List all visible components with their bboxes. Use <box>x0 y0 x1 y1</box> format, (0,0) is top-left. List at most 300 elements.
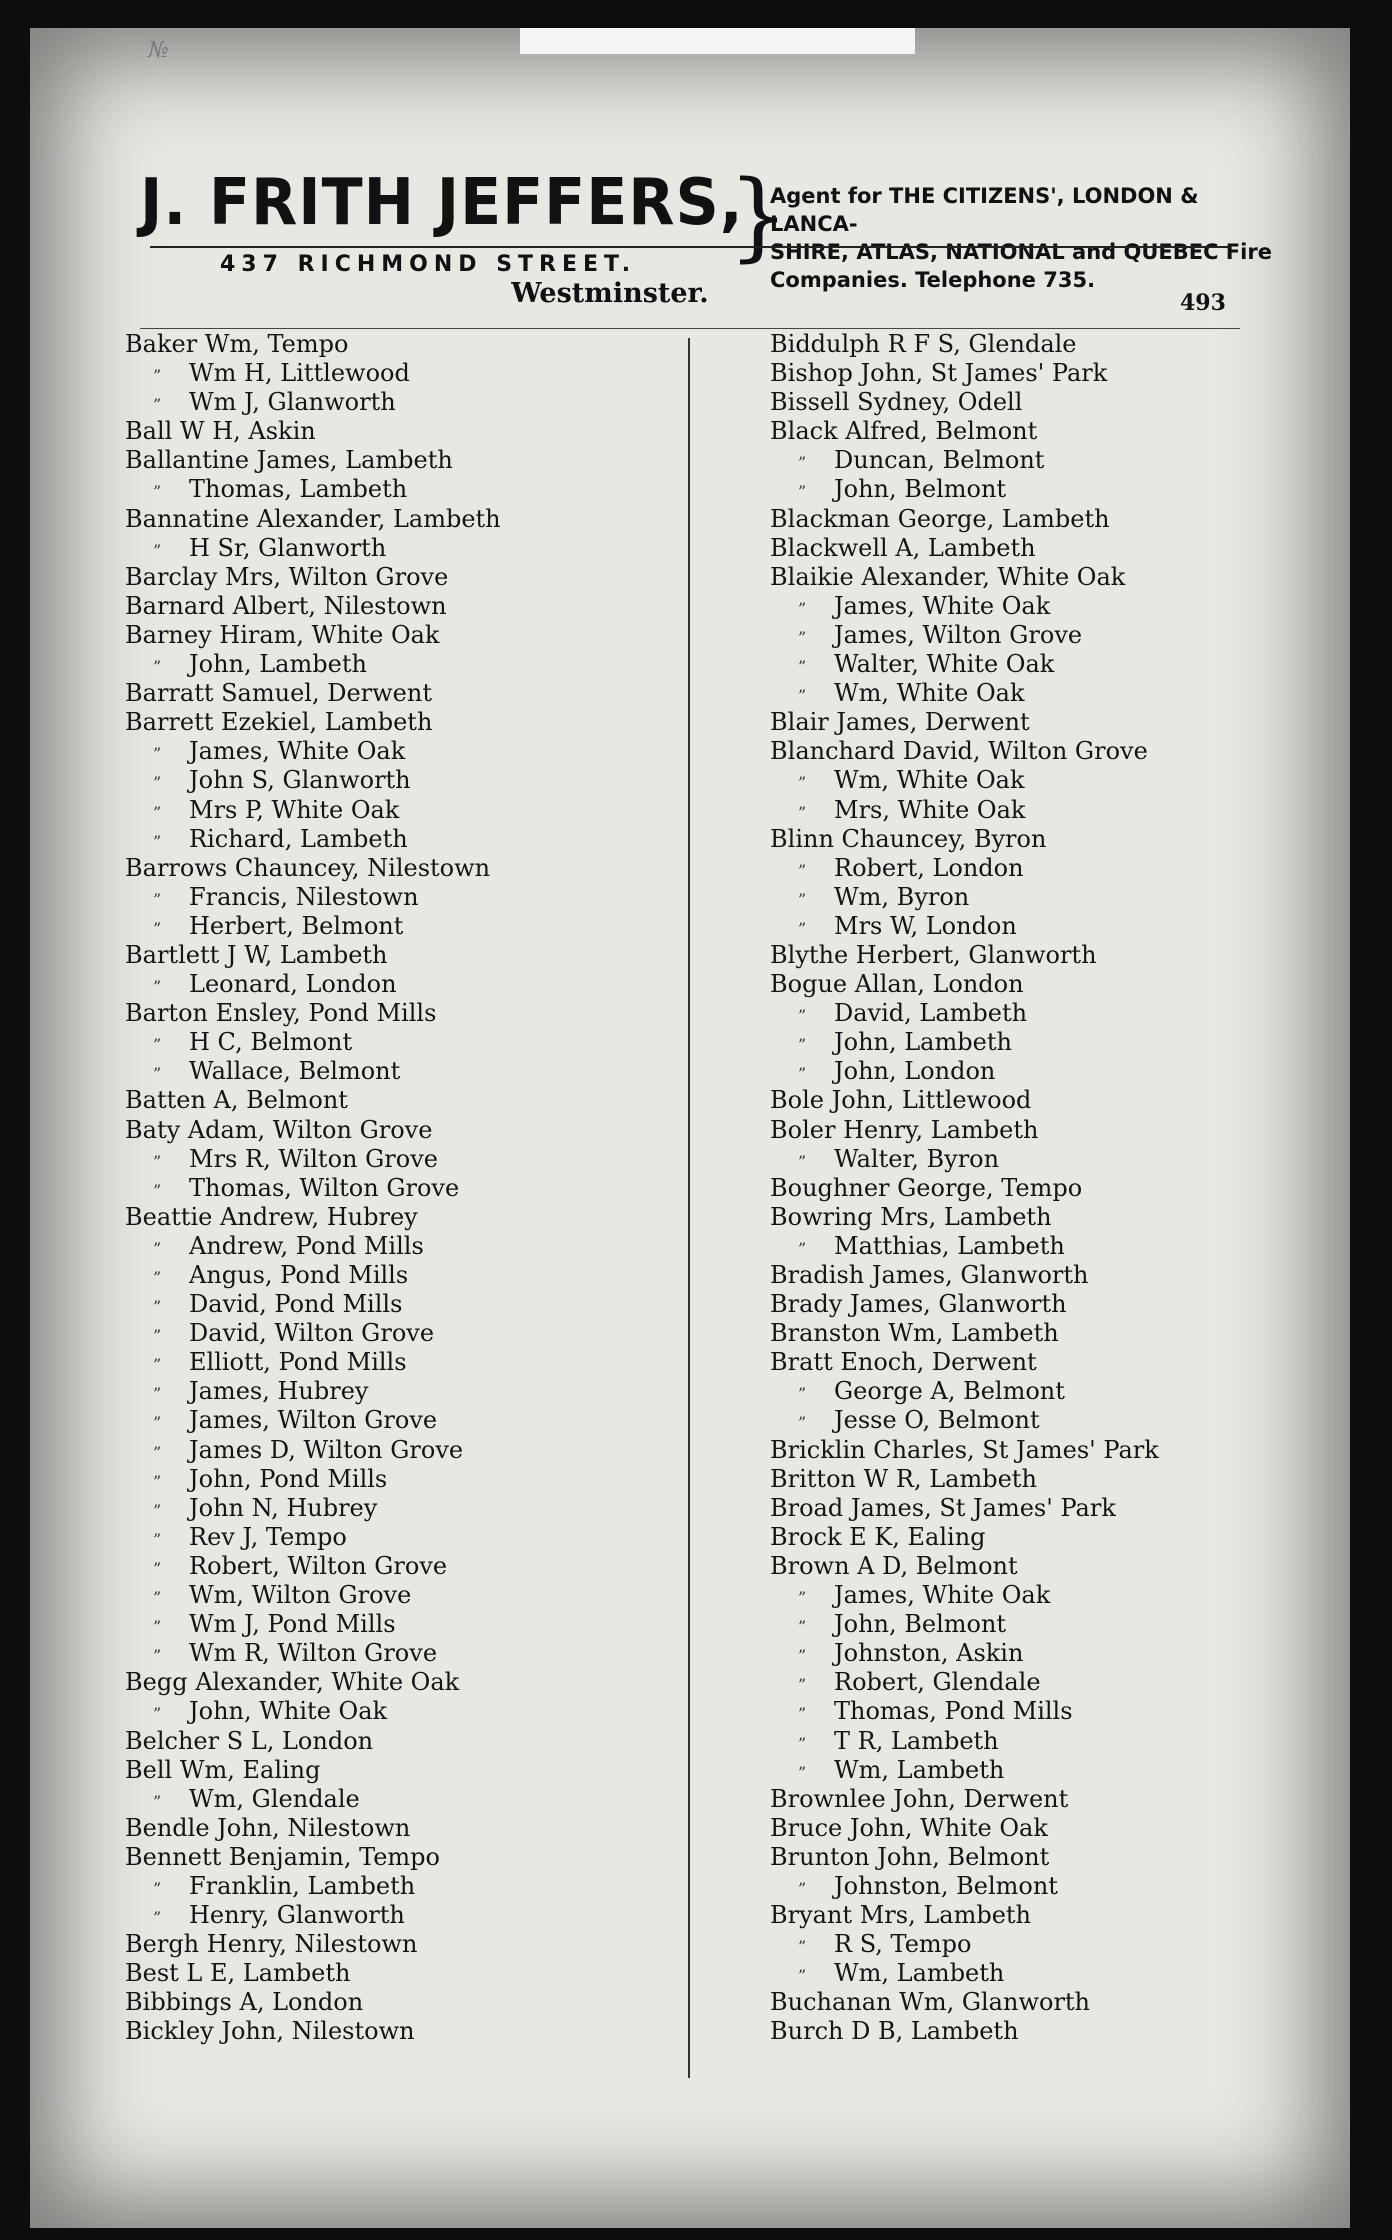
directory-entry <box>125 330 685 359</box>
ditto-mark: ” <box>153 1558 163 1578</box>
directory-entry <box>770 1523 1330 1552</box>
entry-text: James, Hubrey <box>189 1377 369 1406</box>
entry-text: Wm H, Littlewood <box>189 359 410 388</box>
entry-text: Wallace, Belmont <box>189 1057 401 1086</box>
entry-text: Baty Adam, Wilton Grove <box>125 1115 433 1144</box>
directory-entry <box>125 446 685 475</box>
entry-text: H C, Belmont <box>189 1028 353 1057</box>
ditto-mark: ” <box>153 977 163 997</box>
directory-entry <box>125 1523 685 1552</box>
column-divider <box>688 338 690 2078</box>
entry-text: Blackwell A, Lambeth <box>770 533 1036 562</box>
entry-text: Broad James, St James' Park <box>770 1493 1116 1522</box>
left-column <box>125 330 685 2047</box>
directory-entry <box>770 1436 1330 1465</box>
ditto-mark: ” <box>153 918 163 938</box>
ditto-mark: ” <box>798 802 808 822</box>
directory-entry <box>770 1145 1330 1174</box>
directory-entry <box>125 1697 685 1726</box>
entry-text: Bratt Enoch, Derwent <box>770 1348 1037 1377</box>
ditto-mark: ” <box>798 1413 808 1433</box>
ditto-mark: ” <box>153 1355 163 1375</box>
ditto-mark: ” <box>153 1238 163 1258</box>
directory-entry <box>770 679 1330 708</box>
entry-text: Batten A, Belmont <box>125 1086 348 1115</box>
entry-text: Wm J, Pond Mills <box>189 1610 396 1639</box>
entry-text: John, Lambeth <box>834 1028 1012 1057</box>
ditto-mark: ” <box>798 773 808 793</box>
entry-text: James, White Oak <box>834 1581 1051 1610</box>
directory-entry <box>770 1930 1330 1959</box>
directory-entry <box>770 1668 1330 1697</box>
directory-entry <box>125 999 685 1028</box>
entry-text: David, Lambeth <box>834 999 1028 1028</box>
directory-entry <box>125 475 685 504</box>
directory-entry <box>770 1988 1330 2017</box>
directory-entry <box>125 417 685 446</box>
entry-text: Blinn Chauncey, Byron <box>770 824 1047 853</box>
entry-text: Begg Alexander, White Oak <box>125 1668 460 1697</box>
entry-text: Matthias, Lambeth <box>834 1231 1065 1260</box>
directory-entry <box>125 1988 685 2017</box>
directory-entry <box>770 446 1330 475</box>
directory-entry <box>125 1901 685 1930</box>
ditto-mark: ” <box>153 1471 163 1491</box>
directory-entry <box>125 1319 685 1348</box>
entry-text: Bricklin Charles, St James' Park <box>770 1435 1159 1464</box>
entry-text: Richard, Lambeth <box>189 824 408 853</box>
entry-text: George A, Belmont <box>834 1377 1065 1406</box>
directory-entry <box>770 1814 1330 1843</box>
entry-text: Bennett Benjamin, Tempo <box>125 1842 440 1871</box>
entry-text: Blythe Herbert, Glanworth <box>770 940 1097 969</box>
directory-entry <box>125 1785 685 1814</box>
entry-text: Robert, London <box>834 853 1024 882</box>
entry-text: R S, Tempo <box>834 1930 972 1959</box>
ditto-mark: ” <box>153 1617 163 1637</box>
directory-entry <box>125 1668 685 1697</box>
entry-text: Wm, White Oak <box>834 679 1025 708</box>
directory-entry <box>770 330 1330 359</box>
ditto-mark: ” <box>798 1238 808 1258</box>
entry-text: John N, Hubrey <box>189 1493 378 1522</box>
ditto-mark: ” <box>798 598 808 618</box>
directory-entry <box>770 883 1330 912</box>
ditto-mark: ” <box>153 1646 163 1666</box>
directory-entry <box>125 621 685 650</box>
entry-text: Robert, Glendale <box>834 1668 1041 1697</box>
entry-text: Thomas, Lambeth <box>189 475 408 504</box>
ditto-mark: ” <box>153 1035 163 1055</box>
ditto-mark: ” <box>798 889 808 909</box>
directory-entry <box>770 1377 1330 1406</box>
directory-entry <box>125 1174 685 1203</box>
entry-text: Francis, Nilestown <box>189 882 419 911</box>
ditto-mark: ” <box>798 1878 808 1898</box>
entry-text: Black Alfred, Belmont <box>770 417 1038 446</box>
directory-entry <box>125 1494 685 1523</box>
directory-entry <box>125 592 685 621</box>
entry-text: Brock E K, Ealing <box>770 1522 986 1551</box>
directory-entry <box>125 1814 685 1843</box>
entry-text: Bryant Mrs, Lambeth <box>770 1901 1031 1930</box>
directory-entry <box>770 1028 1330 1057</box>
ditto-mark: ” <box>153 482 163 502</box>
entry-text: John S, Glanworth <box>189 766 411 795</box>
directory-entry <box>770 737 1330 766</box>
directory-entry <box>125 1203 685 1232</box>
entry-text: Wm, Glendale <box>189 1784 360 1813</box>
ditto-mark: ” <box>153 1878 163 1898</box>
ditto-mark: ” <box>798 1035 808 1055</box>
entry-text: Bannatine Alexander, Lambeth <box>125 504 501 533</box>
directory-entry <box>125 2017 685 2046</box>
entry-text: John, Pond Mills <box>189 1464 388 1493</box>
entry-text: Belcher S L, London <box>125 1726 374 1755</box>
entry-text: John, Lambeth <box>189 650 367 679</box>
entry-text: Bruce John, White Oak <box>770 1813 1048 1842</box>
entry-text: David, Pond Mills <box>189 1290 403 1319</box>
directory-entry <box>125 388 685 417</box>
entry-text: Robert, Wilton Grove <box>189 1551 448 1580</box>
entry-text: Wm J, Glanworth <box>189 388 396 417</box>
entry-text: Bowring Mrs, Lambeth <box>770 1202 1052 1231</box>
directory-entry <box>125 1232 685 1261</box>
directory-entry <box>125 563 685 592</box>
entry-text: Boler Henry, Lambeth <box>770 1115 1039 1144</box>
directory-entry <box>125 1843 685 1872</box>
ditto-mark: ” <box>798 1588 808 1608</box>
right-column <box>770 330 1330 2047</box>
directory-entry <box>125 912 685 941</box>
entry-text: Mrs W, London <box>834 911 1017 940</box>
directory-entry <box>125 1581 685 1610</box>
directory-entry <box>770 1203 1330 1232</box>
entry-text: Thomas, Pond Mills <box>834 1697 1073 1726</box>
directory-entry <box>770 1639 1330 1668</box>
directory-entry <box>770 1174 1330 1203</box>
ditto-mark: ” <box>798 1675 808 1695</box>
ditto-mark: ” <box>153 831 163 851</box>
directory-entry <box>770 1872 1330 1901</box>
directory-entry <box>770 1290 1330 1319</box>
entry-text: Brady James, Glanworth <box>770 1290 1067 1319</box>
ditto-mark: ” <box>798 1151 808 1171</box>
directory-entry <box>770 854 1330 883</box>
ditto-mark: ” <box>153 1704 163 1724</box>
entry-text: Mrs R, Wilton Grove <box>189 1144 438 1173</box>
ditto-mark: ” <box>153 1268 163 1287</box>
entry-text: Walter, White Oak <box>834 650 1055 679</box>
entry-text: Wm, Byron <box>834 882 970 911</box>
directory-entry <box>770 592 1330 621</box>
directory-entry <box>770 1785 1330 1814</box>
directory-entry <box>770 475 1330 504</box>
directory-entry <box>770 1552 1330 1581</box>
entry-text: Henry, Glanworth <box>189 1901 405 1930</box>
entry-text: Johnston, Belmont <box>834 1871 1058 1900</box>
ditto-mark: ” <box>153 1529 163 1549</box>
directory-entry <box>125 1610 685 1639</box>
directory-entry <box>770 1348 1330 1377</box>
ditto-mark: ” <box>153 1442 163 1462</box>
directory-entry <box>125 1348 685 1377</box>
entry-text: Wm, Wilton Grove <box>189 1581 412 1610</box>
entry-text: Mrs P, White Oak <box>189 795 400 824</box>
directory-entry <box>125 1872 685 1901</box>
ditto-mark: ” <box>153 540 163 560</box>
directory-entry <box>125 1057 685 1086</box>
ditto-mark: ” <box>153 657 163 677</box>
directory-entry <box>770 796 1330 825</box>
directory-entry <box>770 1232 1330 1261</box>
corner-mark: № <box>148 38 169 63</box>
directory-entry <box>770 1406 1330 1435</box>
entry-text: Franklin, Lambeth <box>189 1871 416 1900</box>
directory-entry <box>125 766 685 795</box>
entry-text: Bendle John, Nilestown <box>125 1813 411 1842</box>
entry-text: Leonard, London <box>189 970 397 999</box>
directory-entry <box>125 1727 685 1756</box>
entry-text: Buchanan Wm, Glanworth <box>770 1988 1091 2017</box>
entry-text: Angus, Pond Mills <box>189 1261 409 1289</box>
entry-text: Ballantine James, Lambeth <box>125 446 453 475</box>
entry-text: Wm, White Oak <box>834 766 1025 795</box>
ditto-mark: ” <box>153 395 163 415</box>
entry-text: Burch D B, Lambeth <box>770 2017 1019 2046</box>
ditto-mark: ” <box>798 918 808 938</box>
entry-text: T R, Lambeth <box>834 1726 999 1755</box>
entry-text: Britton W R, Lambeth <box>770 1464 1037 1493</box>
directory-entry <box>770 359 1330 388</box>
directory-entry <box>125 970 685 999</box>
ditto-mark: ” <box>798 860 808 880</box>
company-name: J. FRITH JEFFERS, <box>140 166 744 240</box>
ditto-mark: ” <box>798 1064 808 1084</box>
entry-text: H Sr, Glanworth <box>189 533 387 562</box>
entry-text: Barrett Ezekiel, Lambeth <box>125 708 433 737</box>
entry-text: Wm, Lambeth <box>834 1755 1005 1784</box>
header-rule <box>150 246 1230 248</box>
directory-entry <box>125 1261 685 1290</box>
entry-text: Barney Hiram, White Oak <box>125 620 440 649</box>
company-address: 437 RICHMOND STREET. <box>220 252 637 277</box>
agent-line: Companies. Telephone 735. <box>770 268 1096 292</box>
ditto-mark: ” <box>153 1588 163 1608</box>
entry-text: Bergh Henry, Nilestown <box>125 1930 418 1959</box>
directory-entry <box>770 505 1330 534</box>
entry-text: David, Wilton Grove <box>189 1319 435 1348</box>
section-title: Westminster. <box>511 278 709 309</box>
entry-text: John, London <box>834 1057 996 1086</box>
directory-entry <box>770 621 1330 650</box>
entry-text: Boughner George, Tempo <box>770 1173 1083 1202</box>
entry-text: Brunton John, Belmont <box>770 1842 1050 1871</box>
directory-entry <box>770 941 1330 970</box>
entry-text: Brownlee John, Derwent <box>770 1784 1069 1813</box>
directory-entry <box>770 708 1330 737</box>
entry-text: Jesse O, Belmont <box>834 1406 1040 1435</box>
directory-entry <box>770 999 1330 1028</box>
ditto-mark: ” <box>798 482 808 502</box>
brace: } <box>728 160 790 272</box>
ditto-mark: ” <box>153 1908 163 1928</box>
entry-text: Thomas, Wilton Grove <box>189 1173 460 1202</box>
directory-entry <box>125 796 685 825</box>
ditto-mark: ” <box>153 1413 163 1433</box>
directory-entry <box>125 534 685 563</box>
entry-text: Blaikie Alexander, White Oak <box>770 562 1126 591</box>
agent-line: SHIRE, ATLAS, NATIONAL and QUEBEC Fire <box>770 240 1272 264</box>
entry-text: James D, Wilton Grove <box>189 1435 464 1464</box>
directory-entry <box>770 1465 1330 1494</box>
directory-entry <box>770 970 1330 999</box>
directory-entry <box>770 388 1330 417</box>
entry-text: Blackman George, Lambeth <box>770 504 1110 533</box>
entry-text: Bradish James, Glanworth <box>770 1261 1089 1289</box>
ditto-mark: ” <box>153 1297 163 1317</box>
entry-text: Barclay Mrs, Wilton Grove <box>125 562 449 591</box>
entry-text: Barnard Albert, Nilestown <box>125 591 447 620</box>
directory-entry <box>770 1261 1330 1290</box>
directory-entry <box>125 359 685 388</box>
directory-entry <box>770 1959 1330 1988</box>
directory-entry <box>770 912 1330 941</box>
entry-text: John, Belmont <box>834 1610 1007 1639</box>
directory-entry <box>770 766 1330 795</box>
entry-text: Baker Wm, Tempo <box>125 330 349 358</box>
directory-entry <box>770 825 1330 854</box>
ditto-mark: ” <box>798 1006 808 1026</box>
directory-entry <box>125 1116 685 1145</box>
ditto-mark: ” <box>153 1500 163 1520</box>
ditto-mark: ” <box>153 1180 163 1200</box>
directory-entry <box>125 1145 685 1174</box>
ditto-mark: ” <box>153 773 163 793</box>
directory-entry <box>125 1436 685 1465</box>
directory-entry <box>770 1727 1330 1756</box>
entry-text: Bibbings A, London <box>125 1988 364 2017</box>
directory-entry <box>770 1581 1330 1610</box>
ditto-mark: ” <box>153 366 163 386</box>
agent-line: Agent for THE CITIZENS', LONDON & LANCA- <box>770 184 1199 236</box>
entry-text: Branston Wm, Lambeth <box>770 1319 1059 1348</box>
directory-entry <box>770 1756 1330 1785</box>
page-number: 493 <box>1180 290 1226 316</box>
entry-text: Johnston, Askin <box>834 1639 1024 1668</box>
directory-entry <box>770 1901 1330 1930</box>
directory-entry <box>770 534 1330 563</box>
ditto-mark: ” <box>798 1937 808 1957</box>
directory-entry <box>125 825 685 854</box>
ditto-mark: ” <box>153 1791 163 1811</box>
directory-entry <box>770 1057 1330 1086</box>
ditto-mark: ” <box>153 744 163 764</box>
entry-text: Brown A D, Belmont <box>770 1551 1018 1580</box>
entry-text: Bell Wm, Ealing <box>125 1755 321 1784</box>
ditto-mark: ” <box>798 1617 808 1637</box>
ditto-mark: ” <box>798 1646 808 1666</box>
directory-entry <box>770 417 1330 446</box>
directory-entry <box>125 1028 685 1057</box>
entry-text: Andrew, Pond Mills <box>189 1231 424 1260</box>
directory-entry <box>125 1406 685 1435</box>
directory-entry <box>125 1290 685 1319</box>
entry-text: Duncan, Belmont <box>834 446 1045 475</box>
entry-text: Blanchard David, Wilton Grove <box>770 737 1148 766</box>
entry-text: Barton Ensley, Pond Mills <box>125 999 437 1028</box>
entry-text: Bartlett J W, Lambeth <box>125 940 388 969</box>
directory-entry <box>125 1086 685 1115</box>
directory-entry <box>125 883 685 912</box>
ditto-mark: ” <box>153 1064 163 1084</box>
directory-entry <box>125 1930 685 1959</box>
entry-text: Bickley John, Nilestown <box>125 2017 415 2046</box>
directory-entry <box>770 1319 1330 1348</box>
entry-text: Herbert, Belmont <box>189 911 404 940</box>
ditto-mark: ” <box>798 1733 808 1753</box>
directory-entry <box>125 854 685 883</box>
entry-text: James, White Oak <box>834 591 1051 620</box>
entry-text: Bissell Sydney, Odell <box>770 388 1023 417</box>
ditto-mark: ” <box>798 657 808 677</box>
ditto-mark: ” <box>153 1326 163 1346</box>
entry-text: John, Belmont <box>834 475 1007 504</box>
directory-page <box>30 28 1350 2228</box>
ditto-mark: ” <box>798 1704 808 1724</box>
entry-text: Ball W H, Askin <box>125 417 316 446</box>
entry-text: Wm, Lambeth <box>834 1959 1005 1988</box>
advertisement-header <box>130 146 1272 292</box>
ditto-mark: ” <box>798 686 808 706</box>
directory-entry <box>770 1116 1330 1145</box>
entry-text: Elliott, Pond Mills <box>189 1348 407 1377</box>
entry-text: Best L E, Lambeth <box>125 1959 351 1988</box>
entry-text: Barratt Samuel, Derwent <box>125 679 432 708</box>
entry-text: Mrs, White Oak <box>834 795 1026 824</box>
entry-text: Barrows Chauncey, Nilestown <box>125 853 491 882</box>
entry-text: Biddulph R F S, Glendale <box>770 330 1077 358</box>
directory-entry <box>770 1843 1330 1872</box>
entry-text: Wm R, Wilton Grove <box>189 1639 438 1668</box>
directory-entry <box>125 708 685 737</box>
directory-entry <box>770 650 1330 679</box>
ditto-mark: ” <box>798 627 808 647</box>
directory-entry <box>770 1086 1330 1115</box>
entry-text: John, White Oak <box>189 1697 388 1726</box>
directory-entry <box>125 1959 685 1988</box>
entry-text: Rev J, Tempo <box>189 1522 347 1551</box>
entry-text: Blair James, Derwent <box>770 708 1030 737</box>
entry-text: Bogue Allan, London <box>770 970 1024 999</box>
ditto-mark: ” <box>798 1384 808 1404</box>
ditto-mark: ” <box>153 1151 163 1171</box>
directory-entry <box>125 505 685 534</box>
ditto-mark: ” <box>153 1384 163 1404</box>
directory-entry <box>770 1494 1330 1523</box>
ditto-mark: ” <box>798 1966 808 1986</box>
top-paper-tab <box>520 28 915 54</box>
directory-entry <box>125 1465 685 1494</box>
directory-entry <box>770 1697 1330 1726</box>
directory-entry <box>125 1552 685 1581</box>
entry-text: Bishop John, St James' Park <box>770 359 1108 388</box>
directory-entry <box>125 737 685 766</box>
ditto-mark: ” <box>798 1762 808 1782</box>
directory-entry <box>125 1756 685 1785</box>
directory-entry <box>125 1639 685 1668</box>
entry-text: James, Wilton Grove <box>189 1406 438 1435</box>
